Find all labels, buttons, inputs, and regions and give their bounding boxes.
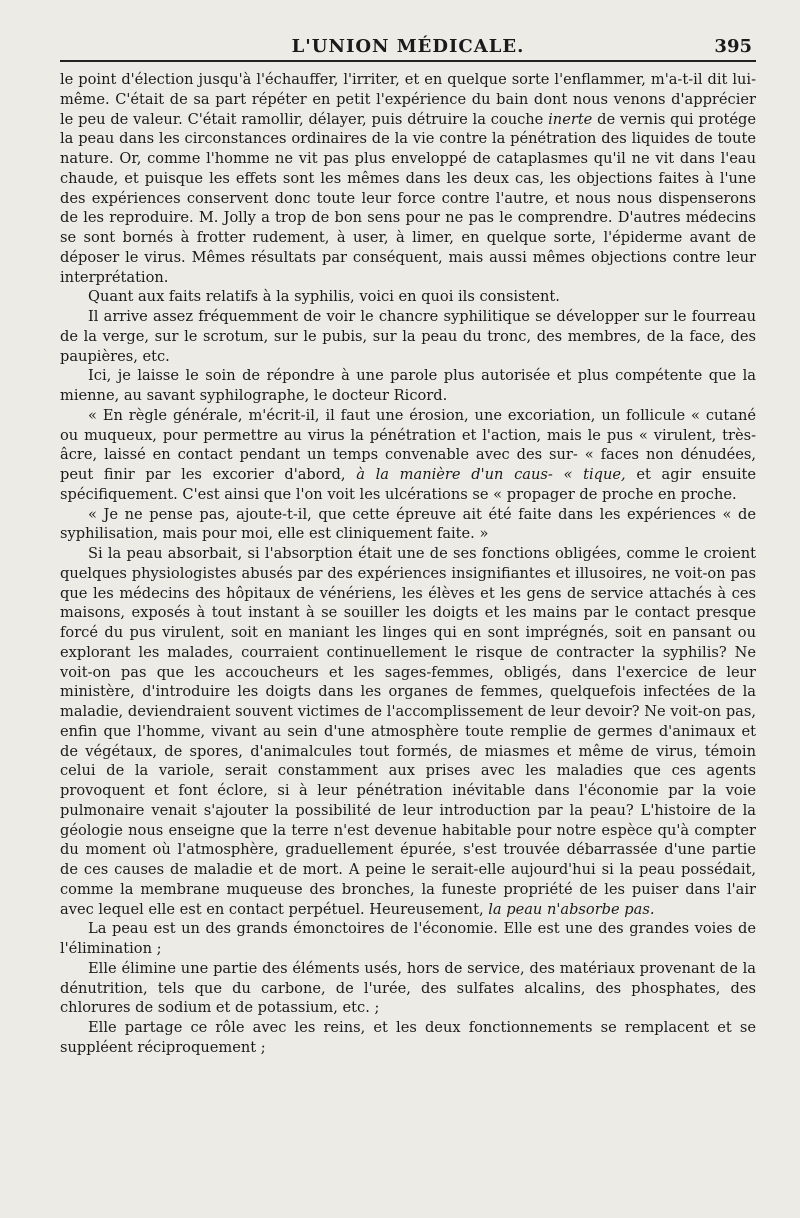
paragraph-text: « Je ne pense pas, ajoute-t-il, que cette épreuve ait été faite dans les expériences « de syphilisation, mais pour moi, elle est cliniquement faite. » — [60, 505, 756, 543]
page-number: 395 — [714, 36, 752, 57]
paragraph — [60, 406, 756, 505]
italic-text: inerte — [548, 110, 593, 128]
paragraph-text: Si la peau absorbait, si l'absorption était une de ses fonctions obligées, comme le croient quelques physiologistes abusés par des expériences insignifiantes et illusoires, ne voit-on pas que les médecins des hôpitaux de vénériens, les élèves et les gens de service attachés à ces maisons, exposés à tout instant à se souiller les doigts et les mains par le contact presque forcé du pus virulent, soit en maniant les linges qui en sont imprégnés, soit en pansant ou explorant les malades, courraient continuellement le risque de contracter la syphilis? Ne voit-on pas que les accoucheurs et les sages-femmes, obligés, dans l'exercice de leur ministère, d'introduire les doigts dans les organes de femmes, quelquefois infectées de la maladie, deviendraient souvent victimes de l'accomplissement de leur devoir? Ne voit-on pas, enfin que l'homme, vivant au sein d'une atmosphère toute remplie de germes d'animaux et de végétaux, de spores, d'animalcules tout formés, de miasmes et même de virus, témoin celui de la variole, serait constamment aux prises avec les maladies que ces agents provoquent et font éclore, si à leur pénétration inévitable dans l'économie par la voie pulmonaire venait s'ajouter la possibilité de leur introduction par la peau? L'histoire de la géologie nous enseigne que la terre n'est devenue habitable pour notre espèce qu'à compter du moment où l'atmosphère, graduellement épurée, s'est trouvée débarrassée d'une partie de ces causes de maladie et de mort. A peine le serait-elle aujourd'hui si la peau possédait, comme la membrane muqueuse des bronches, la funeste propriété de les puiser dans l'air avec lequel elle est en contact perpétuel. Heureusement, — [60, 545, 756, 918]
paragraph-text: Elle partage ce rôle avec les reins, et les deux fonctionnements se remplacent et se suppléent réciproquement ; — [60, 1019, 756, 1056]
paragraph-text: et agir ensuite spécifiquement. C'est ainsi que l'on voit les ulcérations se « propager de proche en proche. — [60, 466, 756, 503]
paragraph — [60, 544, 756, 919]
paragraph-text: le point d'élection jusqu'à l'échauffer, l'irriter, et en quelque sorte l'enflammer, m'a-t-il dit lui-même. C'était de sa part répéter en petit l'expérience du bain dont nous venons d'apprécier le peu de valeur. C'était ramollir, délayer, puis détruire la couche — [60, 71, 756, 128]
paragraph-text: Quant aux faits relatifs à la syphilis, voici en quoi ils consistent. — [88, 288, 560, 306]
italic-text: la peau n'absorbe pas. — [488, 900, 655, 918]
paragraph — [60, 287, 756, 307]
article-body — [60, 70, 756, 1058]
paragraph — [60, 366, 756, 406]
paragraph — [60, 959, 756, 1018]
paragraph-text: Il arrive assez fréquemment de voir le chancre syphilitique se développer sur le fourreau de la verge, sur le scrotum, sur le pubis, sur la peau du tronc, des membres, de la face, des paupières, etc. — [60, 308, 756, 365]
paragraph — [60, 505, 756, 545]
italic-text: à la manière d'un caus- « tique, — [356, 466, 626, 483]
running-header — [60, 30, 756, 62]
paragraph — [60, 70, 756, 287]
paragraph — [60, 307, 756, 366]
paragraph-text: Elle élimine une partie des éléments usés, hors de service, des matériaux provenant de la dénutrition, tels que du carbone, de l'urée, des sulfates alcalins, des phosphates, des chlorures de sodium et de potassium, etc. ; — [60, 959, 756, 1017]
paragraph — [60, 1018, 756, 1058]
journal-title: L'UNION MÉDICALE. — [291, 36, 525, 57]
paragraph-text: de vernis qui protége la peau dans les circonstances ordinaires de la vie contre la pénétration des liquides de toute nature. Or, comme l'homme ne vit pas plus enveloppé de cataplasmes qu'il ne vit dans l'eau chaude, et puisque les effets sont les mêmes dans les deux cas, les objections faites à l'une des expériences conservent donc toute leur force contre l'autre, et nous nous dispenserons de les reproduire. M. Jolly a trop de bon sens pour ne pas le comprendre. D'autres médecins se sont bornés à frotter rudement, à user, à limer, en quelque sorte, l'épiderme avant de déposer le virus. Mêmes résultats par conséquent, mais aussi mêmes objections contre leur interprétation. — [60, 110, 756, 286]
paragraph — [60, 919, 756, 959]
paragraph-text: Ici, je laisse le soin de répondre à une parole plus autorisée et plus compétente que la mienne, au savant syphilographe, le docteur Ricord. — [60, 367, 756, 404]
paragraph-text: La peau est un des grands émonctoires de l'économie. Elle est une des grandes voies de l'élimination ; — [60, 920, 756, 957]
paragraph-text: « En règle générale, m'écrit-il, il faut une érosion, une excoriation, un follicule « cutané ou muqueux, pour permettre au virus la pénétration et l'action, mais le pus « virulent, très-âcre, laissé en contact pendant un temps convenable avec des sur- « faces non dénudées, peut finir par les excorier d'abord, — [60, 406, 756, 483]
